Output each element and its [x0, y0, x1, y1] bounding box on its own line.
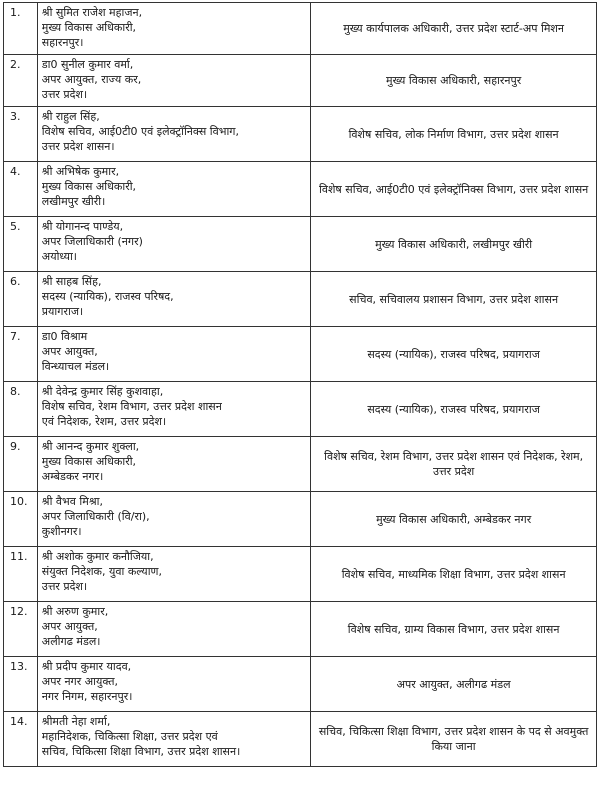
table-row: [4, 657, 597, 712]
serial-number: 4.: [4, 162, 38, 217]
name-line: श्री राहुल सिंह,: [41, 110, 100, 123]
new-posting: सदस्य (न्यायिक), राजस्व परिषद, प्रयागराज: [311, 382, 597, 437]
officer-name-current-post: [37, 657, 310, 712]
name-line: संयुक्त निदेशक, युवा कल्याण,: [41, 565, 162, 578]
serial-number: 14.: [4, 712, 38, 767]
officer-name-current-post: [37, 437, 310, 492]
name-line: प्रयागराज।: [41, 305, 84, 318]
name-line: महानिदेशक, चिकित्सा शिक्षा, उत्तर प्रदेश एवं: [41, 730, 218, 743]
table-row: [4, 547, 597, 602]
new-posting: मुख्य विकास अधिकारी, सहारनपुर: [311, 55, 597, 107]
serial-number: 13.: [4, 657, 38, 712]
officer-name-current-post: [37, 382, 310, 437]
new-posting: सचिव, सचिवालय प्रशासन विभाग, उत्तर प्रदेश शासन: [311, 272, 597, 327]
name-line: श्री देवेन्द्र कुमार सिंह कुशवाहा,: [41, 385, 164, 398]
name-line: श्री अरुण कुमार,: [41, 605, 109, 618]
serial-number: 6.: [4, 272, 38, 327]
name-line: विन्ध्याचल मंडल।: [41, 360, 110, 373]
serial-number: 12.: [4, 602, 38, 657]
name-line: श्री अशोक कुमार कनौजिया,: [41, 550, 154, 563]
table-row: [4, 272, 597, 327]
name-line: श्री साहब सिंह,: [41, 275, 102, 288]
table-row: [4, 437, 597, 492]
name-line: लखीमपुर खीरी।: [41, 195, 106, 208]
name-line: नगर निगम, सहारनपुर।: [41, 690, 133, 703]
name-line: सहारनपुर।: [41, 36, 84, 49]
new-posting: मुख्य कार्यपालक अधिकारी, उत्तर प्रदेश स्टार्ट-अप मिशन: [311, 3, 597, 55]
table-row: [4, 602, 597, 657]
table-row: [4, 382, 597, 437]
officer-name-current-post: [37, 327, 310, 382]
table-row: [4, 55, 597, 107]
name-line: श्री योगानन्द पाण्डेय,: [41, 220, 124, 233]
name-line: श्री प्रदीप कुमार यादव,: [41, 660, 132, 673]
officer-name-current-post: [37, 602, 310, 657]
officer-name-current-post: [37, 547, 310, 602]
table-row: [4, 327, 597, 382]
new-posting: मुख्य विकास अधिकारी, अम्बेडकर नगर: [311, 492, 597, 547]
serial-number: 7.: [4, 327, 38, 382]
transfer-list-page: [3, 2, 597, 767]
name-line: अपर आयुक्त,: [41, 345, 98, 358]
name-line: सदस्य (न्यायिक), राजस्व परिषद,: [41, 290, 174, 303]
name-line: श्री वैभव मिश्रा,: [41, 495, 103, 508]
name-line: उत्तर प्रदेश शासन।: [41, 140, 115, 153]
name-line: उत्तर प्रदेश।: [41, 580, 88, 593]
new-posting: विशेष सचिव, लोक निर्माण विभाग, उत्तर प्रदेश शासन: [311, 107, 597, 162]
name-line: अयोध्या।: [41, 250, 77, 263]
officer-name-current-post: [37, 492, 310, 547]
name-line: अपर नगर आयुक्त,: [41, 675, 119, 688]
serial-number: 1.: [4, 3, 38, 55]
name-line: अपर जिलाधिकारी (नगर): [41, 235, 143, 248]
new-posting: विशेष सचिव, माध्यमिक शिक्षा विभाग, उत्तर प्रदेश शासन: [311, 547, 597, 602]
name-line: श्री सुमित राजेश महाजन,: [41, 6, 143, 19]
name-line: मुख्य विकास अधिकारी,: [41, 21, 137, 34]
name-line: डा0 विश्राम: [41, 330, 88, 343]
serial-number: 5.: [4, 217, 38, 272]
name-line: उत्तर प्रदेश।: [41, 88, 88, 101]
name-line: सचिव, चिकित्सा शिक्षा विभाग, उत्तर प्रदेश शासन।: [41, 745, 241, 758]
officer-name-current-post: [37, 217, 310, 272]
officer-name-current-post: [37, 272, 310, 327]
table-row: [4, 107, 597, 162]
table-row: [4, 217, 597, 272]
officer-name-current-post: [37, 55, 310, 107]
table-row: [4, 492, 597, 547]
serial-number: 9.: [4, 437, 38, 492]
officer-name-current-post: [37, 3, 310, 55]
officer-name-current-post: [37, 162, 310, 217]
name-line: अपर जिलाधिकारी (वि/रा),: [41, 510, 150, 523]
officer-transfer-table: [3, 2, 597, 767]
new-posting: विशेष सचिव, ग्राम्य विकास विभाग, उत्तर प्रदेश शासन: [311, 602, 597, 657]
name-line: विशेष सचिव, आई0टी0 एवं इलेक्ट्रॉनिक्स विभाग,: [41, 125, 239, 138]
table-row: [4, 712, 597, 767]
name-line: अपर आयुक्त,: [41, 620, 98, 633]
serial-number: 11.: [4, 547, 38, 602]
new-posting: सचिव, चिकित्सा शिक्षा विभाग, उत्तर प्रदेश शासन के पद से अवमुक्त किया जाना: [311, 712, 597, 767]
table-row: [4, 162, 597, 217]
serial-number: 10.: [4, 492, 38, 547]
name-line: एवं निदेशक, रेशम, उत्तर प्रदेश।: [41, 415, 167, 428]
name-line: मुख्य विकास अधिकारी,: [41, 455, 137, 468]
new-posting: मुख्य विकास अधिकारी, लखीमपुर खीरी: [311, 217, 597, 272]
name-line: श्री अभिषेक कुमार,: [41, 165, 120, 178]
serial-number: 2.: [4, 55, 38, 107]
name-line: अलीगढ मंडल।: [41, 635, 101, 648]
name-line: कुशीनगर।: [41, 525, 82, 538]
new-posting: विशेष सचिव, रेशम विभाग, उत्तर प्रदेश शासन एवं निदेशक, रेशम, उत्तर प्रदेश: [311, 437, 597, 492]
name-line: अम्बेडकर नगर।: [41, 470, 104, 483]
table-row: [4, 3, 597, 55]
name-line: श्री आनन्द कुमार शुक्ला,: [41, 440, 140, 453]
name-line: मुख्य विकास अधिकारी,: [41, 180, 137, 193]
new-posting: विशेष सचिव, आई0टी0 एवं इलेक्ट्रॉनिक्स विभाग, उत्तर प्रदेश शासन: [311, 162, 597, 217]
new-posting: सदस्य (न्यायिक), राजस्व परिषद, प्रयागराज: [311, 327, 597, 382]
serial-number: 3.: [4, 107, 38, 162]
table-body: [4, 3, 597, 767]
officer-name-current-post: [37, 712, 310, 767]
name-line: विशेष सचिव, रेशम विभाग, उत्तर प्रदेश शासन: [41, 400, 222, 413]
new-posting: अपर आयुक्त, अलीगढ मंडल: [311, 657, 597, 712]
name-line: डा0 सुनील कुमार वर्मा,: [41, 58, 134, 71]
name-line: अपर आयुक्त, राज्य कर,: [41, 73, 142, 86]
serial-number: 8.: [4, 382, 38, 437]
officer-name-current-post: [37, 107, 310, 162]
name-line: श्रीमती नेहा शर्मा,: [41, 715, 111, 728]
